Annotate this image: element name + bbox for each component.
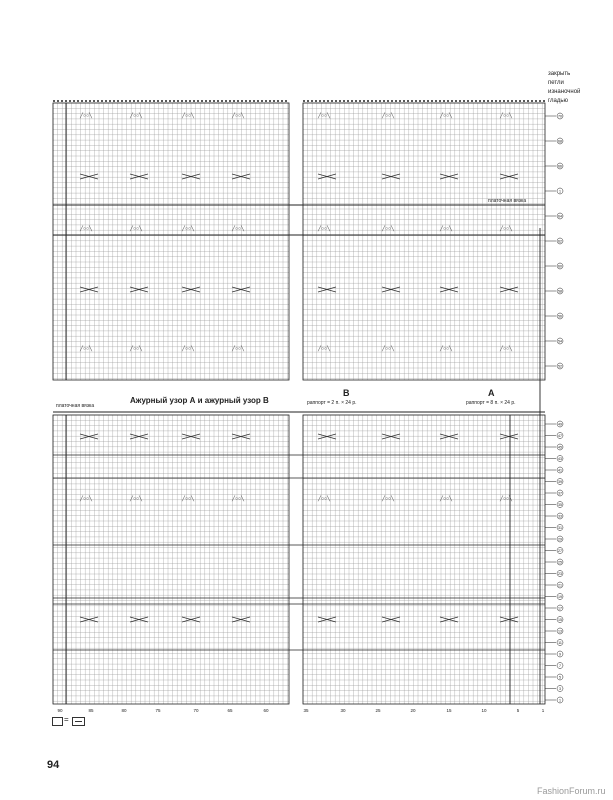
legend <box>52 716 92 726</box>
row-number: 56 <box>558 314 562 319</box>
grid-panel <box>303 415 545 704</box>
panel-border <box>303 415 545 704</box>
svg-text:╱○○╲: ╱○○╲ <box>440 496 453 502</box>
motif-b-letter: B <box>343 388 350 398</box>
svg-text:╱○○╲: ╱○○╲ <box>80 226 93 232</box>
svg-text:╱○○╲: ╱○○╲ <box>318 346 331 352</box>
motif-row <box>80 434 518 439</box>
row-number: 52 <box>558 364 562 369</box>
bind-off-note-line: гладью <box>548 98 569 104</box>
row-number: 31 <box>558 526 562 530</box>
svg-text:╱○○╲: ╱○○╲ <box>130 346 143 352</box>
row-number: 54 <box>558 339 562 344</box>
panel-border <box>53 415 289 704</box>
svg-text:╱○○╲: ╱○○╲ <box>182 496 195 502</box>
axis-tick-label: 20 <box>410 708 416 713</box>
row-number: 41 <box>558 468 562 473</box>
row-number: 7 <box>559 664 561 668</box>
motif-row <box>79 112 513 119</box>
svg-text:╱○○╲: ╱○○╲ <box>182 113 195 119</box>
axis-tick-label: 60 <box>263 708 269 713</box>
row-number: 1 <box>559 189 561 194</box>
axis-tick-label: 85 <box>88 708 94 713</box>
axis-tick-label: 30 <box>340 708 346 713</box>
motif-a-rapport: раппорт = 8 п. × 24 р. <box>466 400 516 406</box>
row-number: 70 <box>558 114 562 119</box>
row-number: 17 <box>558 606 562 611</box>
motif-row <box>79 495 513 502</box>
row-number: 15 <box>558 618 562 622</box>
row-number: 68 <box>558 139 562 144</box>
svg-text:╱○○╲: ╱○○╲ <box>318 496 331 502</box>
svg-text:╱○○╲: ╱○○╲ <box>130 226 143 232</box>
row-number: 25 <box>558 560 562 565</box>
row-number: 33 <box>558 514 562 519</box>
panel-border <box>53 103 289 380</box>
legend-empty-cell-icon <box>52 717 63 726</box>
row-number: 66 <box>558 164 562 169</box>
row-number: 35 <box>558 503 562 507</box>
row-number: 1 <box>559 698 561 703</box>
svg-text:╱○○╲: ╱○○╲ <box>232 113 245 119</box>
axis-tick-label: 80 <box>121 708 127 713</box>
svg-text:╱○○╲: ╱○○╲ <box>80 113 93 119</box>
axis-tick-label: 35 <box>303 708 309 713</box>
watermark: FashionForum.ru <box>537 786 606 796</box>
row-number: 64 <box>558 214 562 219</box>
row-number: 13 <box>558 629 562 634</box>
svg-text:╱○○╲: ╱○○╲ <box>232 346 245 352</box>
grid-panel <box>53 103 289 380</box>
row-number: 39 <box>558 480 562 484</box>
row-number: 60 <box>558 264 562 269</box>
svg-text:╱○○╲: ╱○○╲ <box>318 226 331 232</box>
svg-text:╱○○╲: ╱○○╲ <box>382 496 395 502</box>
motif-row <box>80 174 518 179</box>
motif-a-letter: A <box>488 388 495 398</box>
row-number: 58 <box>558 289 562 294</box>
row-number: 45 <box>558 445 562 450</box>
svg-text:╱○○╲: ╱○○╲ <box>500 496 513 502</box>
motif-row <box>80 287 518 292</box>
axis-tick-label: 90 <box>57 708 63 713</box>
motif-b-rapport: раппорт = 2 п. × 24 р. <box>307 400 357 406</box>
row-number: 3 <box>559 687 561 691</box>
row-number: 27 <box>558 549 562 553</box>
axis-tick-label: 65 <box>227 708 233 713</box>
bind-off-note <box>548 70 580 106</box>
svg-text:╱○○╲: ╱○○╲ <box>500 346 513 352</box>
svg-text:╱○○╲: ╱○○╲ <box>80 496 93 502</box>
grid-panel <box>53 415 289 704</box>
row-number: 19 <box>558 595 562 599</box>
svg-text:╱○○╲: ╱○○╲ <box>232 226 245 232</box>
svg-text:╱○○╲: ╱○○╲ <box>182 226 195 232</box>
motif-row <box>79 345 513 352</box>
axis-tick-label: 5 <box>516 708 520 713</box>
axis-tick-label: 70 <box>193 708 199 713</box>
row-number: 21 <box>558 583 562 588</box>
svg-text:╱○○╲: ╱○○╲ <box>382 226 395 232</box>
axis-tick-label: 75 <box>155 708 161 713</box>
svg-text:╱○○╲: ╱○○╲ <box>440 226 453 232</box>
svg-text:╱○○╲: ╱○○╲ <box>382 346 395 352</box>
svg-text:╱○○╲: ╱○○╲ <box>382 113 395 119</box>
row-number: 23 <box>558 572 562 576</box>
svg-text:╱○○╲: ╱○○╲ <box>318 113 331 119</box>
bind-off-note-line: закрыть <box>548 71 571 77</box>
legend-purl-cell-icon <box>72 717 85 726</box>
svg-text:╱○○╲: ╱○○╲ <box>500 226 513 232</box>
row-number: 5 <box>559 675 561 680</box>
right-plain-knit-label: платочная вязка <box>488 198 527 204</box>
legend-equals: = <box>64 715 69 724</box>
bind-off-note-line: петли <box>548 80 564 86</box>
svg-text:╱○○╲: ╱○○╲ <box>80 346 93 352</box>
panel-border <box>303 103 545 380</box>
axis-tick-label: 15 <box>446 708 452 713</box>
row-number: 37 <box>558 491 562 496</box>
svg-text:╱○○╲: ╱○○╲ <box>500 113 513 119</box>
axis-tick-label: 25 <box>375 708 381 713</box>
row-number: 43 <box>558 457 562 461</box>
motif-row <box>80 617 518 622</box>
row-number: 9 <box>559 652 561 657</box>
svg-text:╱○○╲: ╱○○╲ <box>130 113 143 119</box>
svg-text:╱○○╲: ╱○○╲ <box>440 113 453 119</box>
svg-text:╱○○╲: ╱○○╲ <box>182 346 195 352</box>
svg-text:╱○○╲: ╱○○╲ <box>130 496 143 502</box>
pattern-title: Ажурный узор А и ажурный узор В <box>130 396 269 405</box>
axis-tick-label: 10 <box>481 708 487 713</box>
row-number: 29 <box>558 537 562 542</box>
row-number: 62 <box>558 239 562 244</box>
axis-tick-label: 1 <box>541 708 545 713</box>
bind-off-note-line: изнаночной <box>548 89 581 95</box>
svg-text:╱○○╲: ╱○○╲ <box>232 496 245 502</box>
grid-panel <box>303 103 545 380</box>
svg-text:╱○○╲: ╱○○╲ <box>440 346 453 352</box>
motif-row <box>79 225 513 232</box>
left-plain-knit-label: платочная вязка <box>56 403 95 409</box>
row-number: 11 <box>558 641 562 645</box>
row-number: 49 <box>558 422 562 427</box>
page-number: 94 <box>47 759 60 771</box>
row-number: 47 <box>558 434 562 438</box>
